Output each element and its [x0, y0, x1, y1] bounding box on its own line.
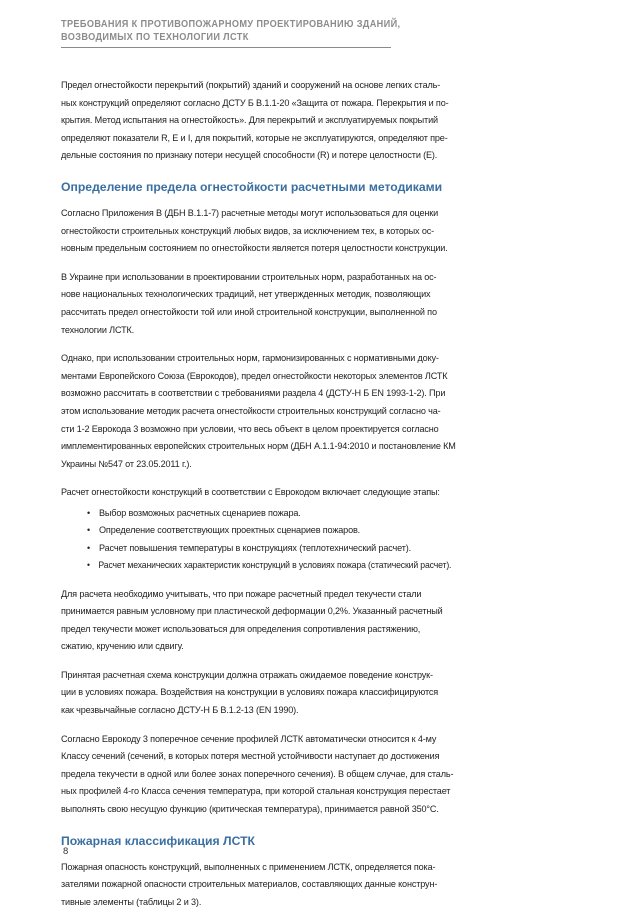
- text-line: сти 1-2 Еврокода 3 возможно при условии, что весь объект в целом проектируется согласно: [61, 423, 439, 434]
- text-line: Однако, при использовании строительных норм, гармонизированных с нормативными доку-: [61, 353, 439, 364]
- text-line: технологии ЛСТК.: [61, 324, 135, 335]
- text-line: возможно рассчитать в соответствии с требованиями раздела 4 (ДСТУ-Н Б EN 1993-1-2). При: [61, 388, 446, 399]
- text-line: тивные элементы (таблицы 2 и 3).: [61, 896, 202, 907]
- paragraph-1: [61, 77, 463, 165]
- paragraph-6: [61, 586, 463, 656]
- text-line: Для расчета необходимо учитывать, что при пожаре расчетный предел текучести стали: [61, 588, 422, 599]
- header-line-1: ТРЕБОВАНИЯ К ПРОТИВОПОЖАРНОМУ ПРОЕКТИРОВАНИЮ ЗДАНИЙ,: [61, 19, 401, 30]
- text-line: этом использование методик расчета огнестойкости строительных конструкций согласно ча-: [61, 405, 441, 416]
- list-item-text: Расчет механических характеристик конструкций в условиях пожара (статический расчет).: [98, 560, 452, 571]
- text-line: Расчет огнестойкости конструкций в соответствии с Еврокодом включает следующие этапы:: [61, 487, 440, 498]
- text-line: предела текучести в одной или более зонах поперечного сечения). В общем случае, для сталь-: [61, 768, 454, 779]
- paragraph-2: [61, 205, 463, 258]
- bullet-icon: •: [87, 542, 91, 553]
- list-item: [87, 540, 463, 557]
- text-line: сжатию, кручению или сдвигу.: [61, 641, 184, 652]
- text-line: ции в условиях пожара. Воздействия на конструкции в условиях пожара классифицируются: [61, 687, 439, 698]
- bullet-icon: •: [87, 560, 90, 571]
- text-line: Согласно Приложения В (ДБН В.1.1-7) расчетные методы могут использоваться для оценки: [61, 207, 439, 218]
- text-line: Предел огнестойкости перекрытий (покрытий) зданий и сооружений на основе легких сталь-: [61, 80, 441, 90]
- text-line: принимается равным условному при пластической деформации 0,2%. Указанный расчетный: [61, 606, 443, 617]
- list-item-text: Выбор возможных расчетных сценариев пожара.: [99, 507, 301, 518]
- list-item: [87, 522, 463, 539]
- text-line: ментами Европейского Союза (Еврокодов), предел огнестойкости некоторых элементов ЛСТК: [61, 370, 448, 381]
- text-line: В Украине при использовании в проектировании строительных норм, разработанных на ос-: [61, 271, 437, 282]
- text-line: Классу сечений (сечений, в которых потеря местной устойчивости наступает до достижения: [61, 751, 440, 762]
- paragraph-8: [61, 731, 463, 819]
- text-line: Согласно Еврокоду 3 поперечное сечение профилей ЛСТК автоматически относится к 4-му: [61, 733, 437, 744]
- text-line: рассчитать предел огнестойкости той или иной строительной конструкции, выполненной по: [61, 306, 437, 317]
- text-line: как чрезвычайные согласно ДСТУ-Н Б В.1.2-13 (EN 1990).: [61, 705, 299, 716]
- text-line: крытия. Метод испытания на огнестойкость». Для перекрытий и эксплуатируемых покрытий: [61, 115, 438, 126]
- running-header: [61, 18, 401, 48]
- paragraph-3: [61, 269, 463, 339]
- text-line: нове национальных технологических традиций, нет утвержденных методик, позволяющих: [61, 289, 431, 300]
- text-line: Принятая расчетная схема конструкции должна отражать ожидаемое поведение конструк-: [61, 669, 433, 680]
- text-line: зателями пожарной опасности строительных материалов, составляющих данные конструн-: [61, 879, 438, 890]
- header-line-2: ВОЗВОДИМЫХ ПО ТЕХНОЛОГИИ ЛСТК: [61, 32, 249, 43]
- stages-list: [61, 505, 463, 575]
- page-number: 8: [63, 846, 69, 857]
- text-line: ных конструкций определяют согласно ДСТУ Б В.1.1-20 «Защита от пожара. Перекрытия и по-: [61, 97, 449, 108]
- list-item-text: Определение соответствующих проектных сценариев пожаров.: [99, 525, 361, 536]
- list-item: [87, 557, 452, 574]
- text-line: Пожарная опасность конструкций, выполненных с применением ЛСТК, определяется пока-: [61, 861, 436, 872]
- paragraph-9: [61, 859, 463, 912]
- section-heading-calculation: Определение предела огнестойкости расчетными методиками: [61, 179, 443, 194]
- list-item-text: Расчет повышения температуры в конструкциях (теплотехнический расчет).: [99, 542, 411, 553]
- text-line: предел текучести может использоваться для определения сопротивления растяжению,: [61, 623, 421, 634]
- text-line: имплементированных европейских строительных норм (ДБН А.1.1-94:2010 и постановление КМ: [61, 441, 456, 452]
- paragraph-7: [61, 667, 463, 720]
- text-line: Украины №547 от 23.05.2011 г.).: [61, 458, 192, 469]
- bullet-icon: •: [87, 507, 91, 518]
- text-line: дельные состояния по признаку потери несущей способности (R) и потере целостности (E).: [61, 150, 438, 161]
- text-line: определяют показатели R, E и I, для покрытий, которые не эксплуатируются, определяют пре-: [61, 132, 448, 143]
- bullet-icon: •: [87, 525, 91, 536]
- paragraph-5: [61, 484, 463, 502]
- text-line: выполнять свою несущую функцию (критическая температура), принимается равной 350°С.: [61, 804, 439, 815]
- list-item: [87, 505, 463, 522]
- section-heading-fire-classification: Пожарная классификация ЛСТК: [61, 833, 255, 848]
- text-line: огнестойкости строительных конструкций любых видов, за исключением тех, в которых ос-: [61, 225, 435, 236]
- text-line: ных профилей 4-го Класса сечения температура, при которой стальная конструкция перестает: [61, 786, 451, 797]
- paragraph-4: [61, 350, 463, 473]
- page-content: [61, 77, 463, 922]
- text-line: новным предельным состоянием по огнестойкости является потеря целостности конструкции.: [61, 243, 448, 254]
